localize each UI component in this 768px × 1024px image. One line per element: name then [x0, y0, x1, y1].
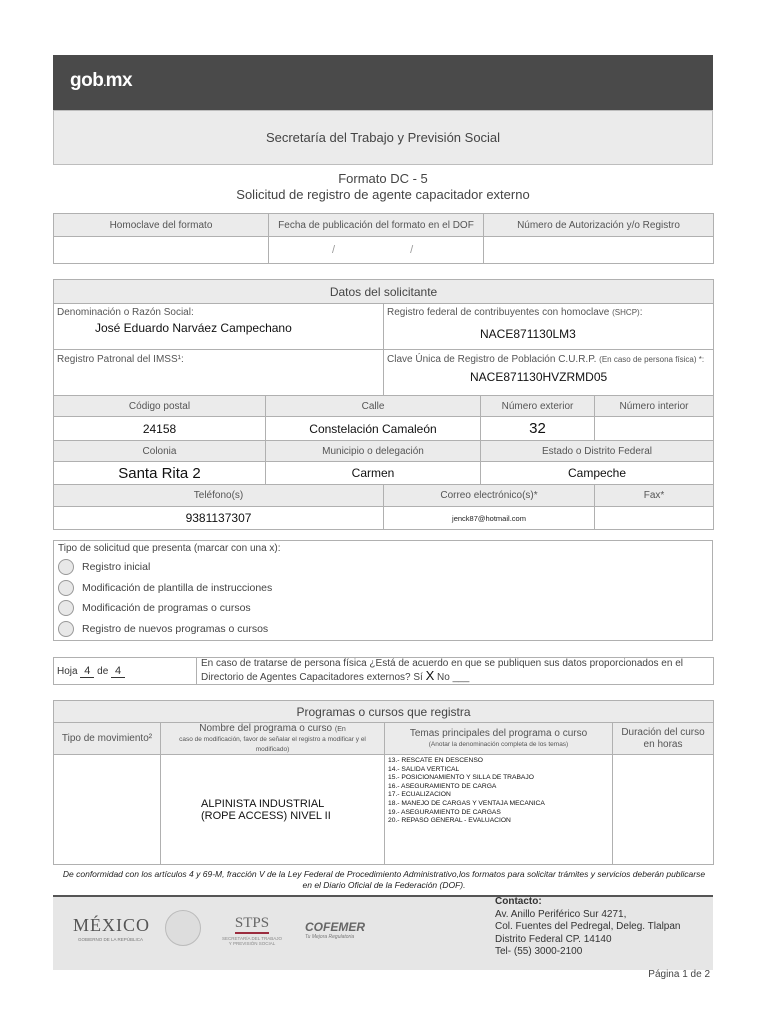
fax-value[interactable]: [595, 507, 714, 530]
razon-social-value: José Eduardo Narváez Campechano: [95, 321, 292, 335]
programs-section: [53, 700, 713, 865]
municipio-value[interactable]: Carmen: [266, 462, 481, 485]
duracion-header: Duración del curso en horas: [613, 723, 714, 755]
page-number: Página 1 de 2: [648, 969, 710, 980]
telefono-value[interactable]: 9381137307: [54, 507, 384, 530]
contact-line: Col. Fuentes del Pedregal, Deleg. Tlalpan: [495, 921, 681, 932]
curp-value: NACE871130HVZRMD05: [470, 370, 608, 384]
request-type-box: [53, 540, 713, 641]
estado-value[interactable]: Campeche: [481, 462, 714, 485]
legal-notice: De conformidad con los artículos 4 y 69-M, fracción V de la Ley Federal de Procedimiento Administrativo,los formatos para solicitar trámites y servicios deberán publicarse en el Diario Oficial de la Federación (DOF).: [62, 869, 706, 890]
option-modificacion-plantilla[interactable]: Modificación de plantilla de instrucciones: [58, 578, 708, 597]
calle-header: Calle: [266, 396, 481, 417]
no-mark[interactable]: ___: [452, 672, 470, 683]
applicant-section-title: Datos del solicitante: [54, 280, 714, 304]
request-type-title: Tipo de solicitud que presenta (marcar con una x):: [58, 543, 281, 554]
imss-label: Registro Patronal del IMSS¹:: [57, 354, 184, 365]
sheet-consent-table: [53, 657, 713, 685]
program-name-value[interactable]: ALPINISTA INDUSTRIAL (ROPE ACCESS) NIVEL II: [161, 755, 385, 865]
autorizacion-header: Número de Autorización y/o Registro: [484, 214, 714, 237]
topic-item: 18.- MANEJO DE CARGAS Y VENTAJA MECANICA: [388, 799, 545, 807]
fax-header: Fax*: [595, 485, 714, 507]
fecha-dof-header: Fecha de publicación del formato en el DOF: [269, 214, 484, 237]
option-modificacion-programas[interactable]: Modificación de programas o cursos: [58, 598, 708, 617]
topic-item: 19.- ASEGURAMIENTO DE CARGAS: [388, 808, 501, 816]
duracion-value[interactable]: [613, 755, 714, 865]
topic-item: 17.- ECUALIZACION: [388, 791, 451, 799]
num-ext-value[interactable]: 32: [481, 417, 595, 441]
contact-line: Tel- (55) 3000-2100: [495, 946, 583, 957]
rfc-cell[interactable]: Registro federal de contribuyentes con homoclave (SHCP): NACE871130LM3: [384, 304, 714, 350]
radio-icon[interactable]: [58, 559, 74, 575]
num-ext-header: Número exterior: [481, 396, 595, 417]
razon-social-label: Denominación o Razón Social:: [57, 307, 194, 318]
si-mark[interactable]: X: [425, 668, 435, 683]
telefono-header: Teléfono(s): [54, 485, 384, 507]
format-info-table: [53, 213, 713, 264]
contact-line: Distrito Federal CP. 14140: [495, 933, 612, 945]
curp-cell[interactable]: [384, 350, 714, 396]
topic-item: 16.- ASEGURAMIENTO DE CARGA: [388, 782, 497, 790]
contact-title: Contacto:: [495, 896, 542, 907]
gobmx-logo: gob.mx: [70, 70, 133, 91]
consent-cell: En caso de tratarse de persona física ¿Está de acuerdo en que se publiquen sus datos proporcionados en el Directorio de Agentes Capacitadores externos? Sí X No ___: [197, 658, 714, 685]
imss-cell[interactable]: [54, 350, 384, 396]
topic-item: 14.- SALIDA VERTICAL: [388, 765, 460, 773]
hoja-value: 4: [80, 665, 94, 678]
programs-section-title: Programas o cursos que registra: [54, 701, 714, 723]
nombre-programa-header: Nombre del programa o curso (En caso de modificación, favor de señalar el registro a modificar y el modificado): [161, 723, 385, 755]
cp-value[interactable]: 24158: [54, 417, 266, 441]
form-code: Formato DC - 5: [338, 171, 428, 186]
header-bar: [53, 55, 713, 110]
tipo-movimiento-value[interactable]: [54, 755, 161, 865]
secretaria-title: Secretaría del Trabajo y Previsión Social: [53, 110, 713, 165]
de-value: 4: [111, 665, 125, 678]
national-seal-icon: [165, 910, 201, 946]
email-value[interactable]: jenck87@hotmail.com: [384, 507, 595, 530]
colonia-header: Colonia: [54, 441, 266, 462]
homoclave-field[interactable]: [54, 237, 269, 264]
cp-header: Código postal: [54, 396, 266, 417]
curp-label: Clave Única de Registro de Población C.U.R.P.: [387, 354, 597, 365]
mexico-logo: MÉXICO GOBIERNO DE LA REPÚBLICA: [73, 915, 150, 942]
form-title: Solicitud de registro de agente capacitador externo: [236, 187, 530, 202]
hoja-cell[interactable]: Hoja 4 de 4: [54, 658, 197, 685]
option-nuevos-programas[interactable]: Registro de nuevos programas o cursos: [58, 619, 708, 638]
homoclave-header: Homoclave del formato: [54, 214, 269, 237]
curp-note: (En caso de persona física) *:: [599, 355, 705, 364]
fecha-dof-field[interactable]: / /: [269, 237, 484, 264]
razon-social-cell[interactable]: [54, 304, 384, 350]
applicant-section: [53, 279, 713, 530]
num-int-header: Número interior: [595, 396, 714, 417]
email-header: Correo electrónico(s)*: [384, 485, 595, 507]
contact-line: Av. Anillo Periférico Sur 4271,: [495, 908, 627, 920]
radio-icon[interactable]: [58, 580, 74, 596]
municipio-header: Municipio o delegación: [266, 441, 481, 462]
topic-item: 13.- RESCATE EN DESCENSO: [388, 757, 484, 764]
temas-header: Temas principales del programa o curso (Anotar la denominación completa de los temas): [385, 723, 613, 755]
cofemer-logo: COFEMER Tu Mejora Regulatoria: [305, 920, 365, 940]
consent-text: En caso de tratarse de persona física ¿Está de acuerdo en que se publiquen sus datos proporcionados en el Directorio de Agentes Capacitadores externos?: [201, 658, 683, 683]
topic-item: 15.- POSICIONAMIENTO Y SILLA DE TRABAJO: [388, 774, 534, 782]
option-registro-inicial[interactable]: Registro inicial: [58, 557, 708, 576]
autorizacion-field[interactable]: [484, 237, 714, 264]
topic-item: 20.- REPASO GENERAL - EVALUACION: [388, 817, 511, 825]
stps-logo: STPS SECRETARÍA DEL TRABAJO Y PREVISIÓN SOCIAL: [222, 915, 282, 946]
estado-header: Estado o Distrito Federal: [481, 441, 714, 462]
rfc-note: (SHCP): [612, 308, 640, 317]
colonia-value[interactable]: Santa Rita 2: [54, 462, 266, 485]
contact-block: [495, 896, 710, 959]
topics-value[interactable]: [385, 755, 613, 865]
rfc-label: Registro federal de contribuyentes con homoclave: [387, 307, 610, 318]
num-int-value[interactable]: [595, 417, 714, 441]
calle-value[interactable]: Constelación Camaleón: [266, 417, 481, 441]
tipo-movimiento-header: Tipo de movimiento²: [54, 723, 161, 755]
rfc-value: NACE871130LM3: [480, 327, 576, 341]
radio-icon[interactable]: [58, 600, 74, 616]
radio-icon[interactable]: [58, 621, 74, 637]
